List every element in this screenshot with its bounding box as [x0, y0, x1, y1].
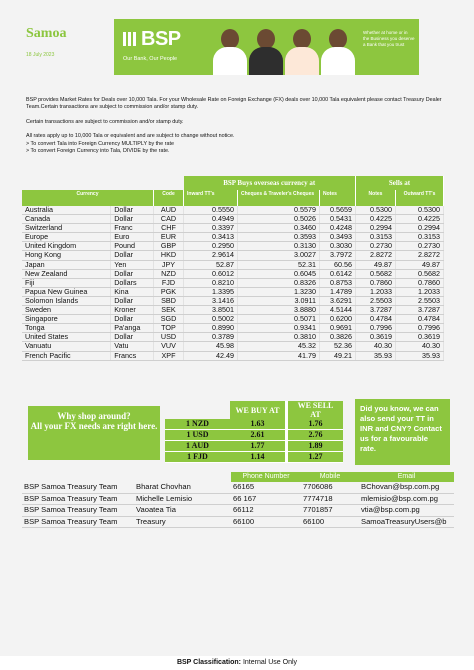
table-cell: 0.6200	[320, 315, 356, 324]
table-cell: 0.4949	[184, 215, 238, 224]
table-cell: Dollar	[111, 269, 154, 278]
table-cell: 0.4225	[356, 215, 396, 224]
why-shop-box: Why shop around? All your FX needs are right here.	[28, 406, 160, 460]
table-cell: Hong Kong	[22, 251, 111, 260]
table-cell: Vaoatea Tia	[134, 505, 231, 517]
table-cell: 0.2994	[356, 224, 396, 233]
table-row	[165, 441, 343, 452]
table-cell: 0.3619	[356, 333, 396, 342]
table-cell: Dollar	[111, 215, 154, 224]
column-header: Notes	[356, 190, 396, 206]
table-cell: Vanuatu	[22, 342, 111, 351]
table-cell: 40.30	[356, 342, 396, 351]
intro-text	[26, 97, 456, 162]
table-cell: 66165	[231, 482, 301, 493]
table-row	[22, 342, 444, 351]
table-cell: 52.31	[238, 260, 320, 269]
table-cell: 2.5503	[356, 296, 396, 305]
table-cell: 0.7860	[396, 278, 444, 287]
table-cell: Vatu	[111, 342, 154, 351]
table-cell: 0.8990	[184, 324, 238, 333]
table-cell: 0.3030	[320, 242, 356, 251]
table-cell: United Kingdom	[22, 242, 111, 251]
table-row	[22, 278, 444, 287]
table-cell: 0.5682	[396, 269, 444, 278]
table-cell: 0.8753	[320, 278, 356, 287]
table-cell: 1 AUD	[165, 441, 230, 452]
table-cell: USD	[154, 333, 184, 342]
column-header: Notes	[320, 190, 356, 206]
table-cell: 49.87	[396, 260, 444, 269]
table-cell: 1.14	[230, 452, 285, 463]
person-icon	[213, 25, 247, 75]
table-cell: 49.87	[356, 260, 396, 269]
table-cell: Papua New Guinea	[22, 287, 111, 296]
table-cell: EUR	[154, 233, 184, 242]
table-cell: SEK	[154, 306, 184, 315]
table-row	[22, 482, 454, 493]
intro-paragraph: BSP provides Market Rates for Deals over 10,000 Tala. For your Wholesale Rate on Foreign Exchange (FX) deals over 10,000 Tala equivalent please contact Treasury Dealer Team.Certain transactions are subject to commission and/or stamp duty.	[26, 97, 442, 111]
table-cell: Pa'anga	[111, 324, 154, 333]
table-cell: 3.8880	[238, 306, 320, 315]
bsp-logo: BSP	[123, 28, 181, 51]
table-cell: NZD	[154, 269, 184, 278]
table-cell: Tonga	[22, 324, 111, 333]
banner-slogan: Whether at home or in the Business you deserve a Bank that you trust	[363, 30, 415, 47]
table-cell: 0.5300	[356, 206, 396, 215]
table-cell: 3.6291	[320, 296, 356, 305]
banner-tagline: Our Bank, Our People	[123, 56, 178, 62]
table-cell: 0.2994	[396, 224, 444, 233]
table-cell: 0.3153	[356, 233, 396, 242]
buy-group-header: BSP Buys overseas currency at	[184, 176, 356, 190]
table-cell: Bharat Chovhan	[134, 482, 231, 493]
table-cell: Japan	[22, 260, 111, 269]
table-cell: 0.5659	[320, 206, 356, 215]
table-cell: 0.3413	[184, 233, 238, 242]
email-cell: mlemisio@bsp.com.pg	[359, 493, 454, 505]
table-cell: 52.87	[184, 260, 238, 269]
table-cell: 66100	[231, 516, 301, 528]
table-cell: 7701857	[301, 505, 359, 517]
table-cell: 66112	[231, 505, 301, 517]
column-header: Currency	[22, 190, 154, 206]
table-cell: Pound	[111, 242, 154, 251]
table-cell: 3.0027	[238, 251, 320, 260]
column-header: Email	[359, 472, 454, 482]
table-cell: 1.63	[230, 419, 285, 430]
did-you-know-box: Did you know, we can also send your TT in INR and CNY? Contact us for a favourable rate.	[355, 399, 450, 465]
table-cell: 35.93	[396, 351, 444, 360]
table-cell: TOP	[154, 324, 184, 333]
page-title: Samoa	[26, 26, 67, 41]
table-cell: 2.61	[230, 430, 285, 441]
table-cell: 0.7860	[356, 278, 396, 287]
table-cell: 0.9341	[238, 324, 320, 333]
table-cell: Fiji	[22, 278, 111, 287]
table-cell: HKD	[154, 251, 184, 260]
table-cell: BSP Samoa Treasury Team	[22, 516, 134, 528]
bsp-banner	[114, 19, 419, 75]
logo-bars-icon	[123, 32, 138, 46]
table-cell: 45.98	[184, 342, 238, 351]
table-cell: XPF	[154, 351, 184, 360]
table-row	[22, 269, 444, 278]
table-cell: 3.7287	[356, 306, 396, 315]
table-cell: French Pacific	[22, 351, 111, 360]
table-cell: 0.5579	[238, 206, 320, 215]
fx-rates-table	[22, 176, 444, 361]
table-cell: 0.2950	[184, 242, 238, 251]
table-cell: United States	[22, 333, 111, 342]
table-cell: 45.32	[238, 342, 320, 351]
intro-paragraph: Certain transactions are subject to commission and/or stamp duty.	[26, 118, 184, 125]
table-cell: 52.36	[320, 342, 356, 351]
table-row	[22, 493, 454, 505]
table-cell: Franc	[111, 224, 154, 233]
table-cell: 4.5144	[320, 306, 356, 315]
email-cell: vtia@bsp.com.pg	[359, 505, 454, 517]
table-cell: 0.5071	[238, 315, 320, 324]
table-cell: SBD	[154, 296, 184, 305]
table-cell: 0.5002	[184, 315, 238, 324]
table-cell: 0.5431	[320, 215, 356, 224]
table-row	[165, 419, 343, 430]
table-cell: 0.2730	[356, 242, 396, 251]
table-cell: BSP Samoa Treasury Team	[22, 493, 134, 505]
table-cell: Dollar	[111, 206, 154, 215]
table-row	[22, 516, 454, 528]
table-cell: 3.7972	[320, 251, 356, 260]
table-cell: 0.3153	[396, 233, 444, 242]
table-cell: 0.8210	[184, 278, 238, 287]
column-header: Outward TT's	[396, 190, 444, 206]
table-cell: New Zealand	[22, 269, 111, 278]
table-cell: 0.4784	[356, 315, 396, 324]
table-cell: Canada	[22, 215, 111, 224]
person-icon	[321, 25, 355, 75]
table-row	[22, 251, 444, 260]
table-cell: 40.30	[396, 342, 444, 351]
table-cell: 0.6142	[320, 269, 356, 278]
table-cell: Euro	[111, 233, 154, 242]
table-cell: 0.3493	[320, 233, 356, 242]
table-cell: 0.4225	[396, 215, 444, 224]
table-cell: BSP Samoa Treasury Team	[22, 482, 134, 493]
column-header: Mobile	[301, 472, 359, 482]
table-cell: Dollars	[111, 278, 154, 287]
table-cell: JPY	[154, 260, 184, 269]
table-cell: 0.3593	[238, 233, 320, 242]
we-sell-header: WE SELL AT	[288, 401, 343, 419]
table-cell: Francs	[111, 351, 154, 360]
table-cell: Solomon Islands	[22, 296, 111, 305]
table-cell: 0.3826	[320, 333, 356, 342]
table-cell: Yen	[111, 260, 154, 269]
table-cell: 3.7287	[396, 306, 444, 315]
table-cell: Dollar	[111, 296, 154, 305]
table-cell: 2.76	[288, 430, 343, 441]
table-cell: 0.5026	[238, 215, 320, 224]
table-cell: 1 USD	[165, 430, 230, 441]
table-cell: Australia	[22, 206, 111, 215]
table-cell: 0.7996	[396, 324, 444, 333]
table-row	[22, 505, 454, 517]
table-cell: 2.8272	[396, 251, 444, 260]
table-cell: 0.3789	[184, 333, 238, 342]
table-cell: 3.1416	[184, 296, 238, 305]
table-cell: 7706086	[301, 482, 359, 493]
table-cell: 0.4784	[396, 315, 444, 324]
contacts-table	[22, 472, 454, 528]
table-cell: 1.89	[288, 441, 343, 452]
table-cell: 42.49	[184, 351, 238, 360]
table-cell: 1.76	[288, 419, 343, 430]
email-cell: BChovan@bsp.com.pg	[359, 482, 454, 493]
table-cell: 41.79	[238, 351, 320, 360]
table-cell: 0.5550	[184, 206, 238, 215]
table-cell: 0.3619	[396, 333, 444, 342]
table-cell: 1.77	[230, 441, 285, 452]
table-row	[165, 430, 343, 441]
table-cell: 1 NZD	[165, 419, 230, 430]
table-cell: 2.5503	[396, 296, 444, 305]
table-cell: Sweden	[22, 306, 111, 315]
table-cell: Switzerland	[22, 224, 111, 233]
table-cell: 3.0911	[238, 296, 320, 305]
table-cell: 0.9691	[320, 324, 356, 333]
table-cell: 1.2033	[356, 287, 396, 296]
table-row	[22, 260, 444, 269]
we-buy-header: WE BUY AT	[230, 401, 285, 419]
table-cell: 1.4789	[320, 287, 356, 296]
table-cell: 1.3230	[238, 287, 320, 296]
quick-rates-table	[165, 401, 343, 463]
table-cell: 1 FJD	[165, 452, 230, 463]
table-cell: 1.2033	[396, 287, 444, 296]
table-cell: CAD	[154, 215, 184, 224]
table-cell: Dollar	[111, 315, 154, 324]
table-cell: 0.3460	[238, 224, 320, 233]
staff-photo	[209, 19, 359, 75]
table-cell: Dollar	[111, 333, 154, 342]
table-cell: PGK	[154, 287, 184, 296]
table-cell: 0.5300	[396, 206, 444, 215]
table-cell: 35.93	[356, 351, 396, 360]
table-cell: 2.9614	[184, 251, 238, 260]
table-cell: 49.21	[320, 351, 356, 360]
table-cell: BSP Samoa Treasury Team	[22, 505, 134, 517]
table-cell: 0.5682	[356, 269, 396, 278]
table-cell: Kina	[111, 287, 154, 296]
table-cell: GBP	[154, 242, 184, 251]
intro-paragraph: All rates apply up to 10,000 Tala or equivalent and are subject to change without notice. > To convert Tala into Foreign Currency MULTIPLY by the rate > To convert Foreign Currency into Tala, DIVIDE by the rate.	[26, 133, 235, 155]
table-cell: 66 167	[231, 493, 301, 505]
table-cell: 0.3397	[184, 224, 238, 233]
table-cell: 66100	[301, 516, 359, 528]
table-cell: 0.6012	[184, 269, 238, 278]
table-cell: VUV	[154, 342, 184, 351]
table-cell: 3.8501	[184, 306, 238, 315]
column-header: Inward TT's	[184, 190, 238, 206]
table-cell: 0.6045	[238, 269, 320, 278]
table-cell: 0.3130	[238, 242, 320, 251]
table-cell: 7774718	[301, 493, 359, 505]
table-cell: 2.8272	[356, 251, 396, 260]
sell-group-header: Sells at	[356, 176, 444, 190]
table-cell: 60.56	[320, 260, 356, 269]
rate-date: 18 July 2023	[26, 52, 55, 58]
table-cell: 0.2730	[396, 242, 444, 251]
column-header: Cheques & Traveler's Cheques	[238, 190, 320, 206]
table-cell: 0.3810	[238, 333, 320, 342]
table-row	[22, 351, 444, 360]
table-cell: 1.3395	[184, 287, 238, 296]
table-cell: Kroner	[111, 306, 154, 315]
table-cell: 0.4248	[320, 224, 356, 233]
classification-footer: BSP Classification: Internal Use Only	[176, 659, 298, 666]
table-cell: 1.27	[288, 452, 343, 463]
table-cell: Michelle Lemisio	[134, 493, 231, 505]
table-cell: Treasury	[134, 516, 231, 528]
table-row	[165, 452, 343, 463]
table-cell: Dollar	[111, 251, 154, 260]
email-cell: SamoaTreasuryUsers@b	[359, 516, 454, 528]
column-header: Phone Number	[231, 472, 301, 482]
table-cell: 0.7996	[356, 324, 396, 333]
table-cell: Europe	[22, 233, 111, 242]
column-header: Code	[154, 190, 184, 206]
person-icon	[249, 25, 283, 75]
table-cell: AUD	[154, 206, 184, 215]
table-cell: CHF	[154, 224, 184, 233]
table-cell: Singapore	[22, 315, 111, 324]
table-cell: 0.8326	[238, 278, 320, 287]
table-cell: SGD	[154, 315, 184, 324]
table-cell: FJD	[154, 278, 184, 287]
person-icon	[285, 25, 319, 75]
